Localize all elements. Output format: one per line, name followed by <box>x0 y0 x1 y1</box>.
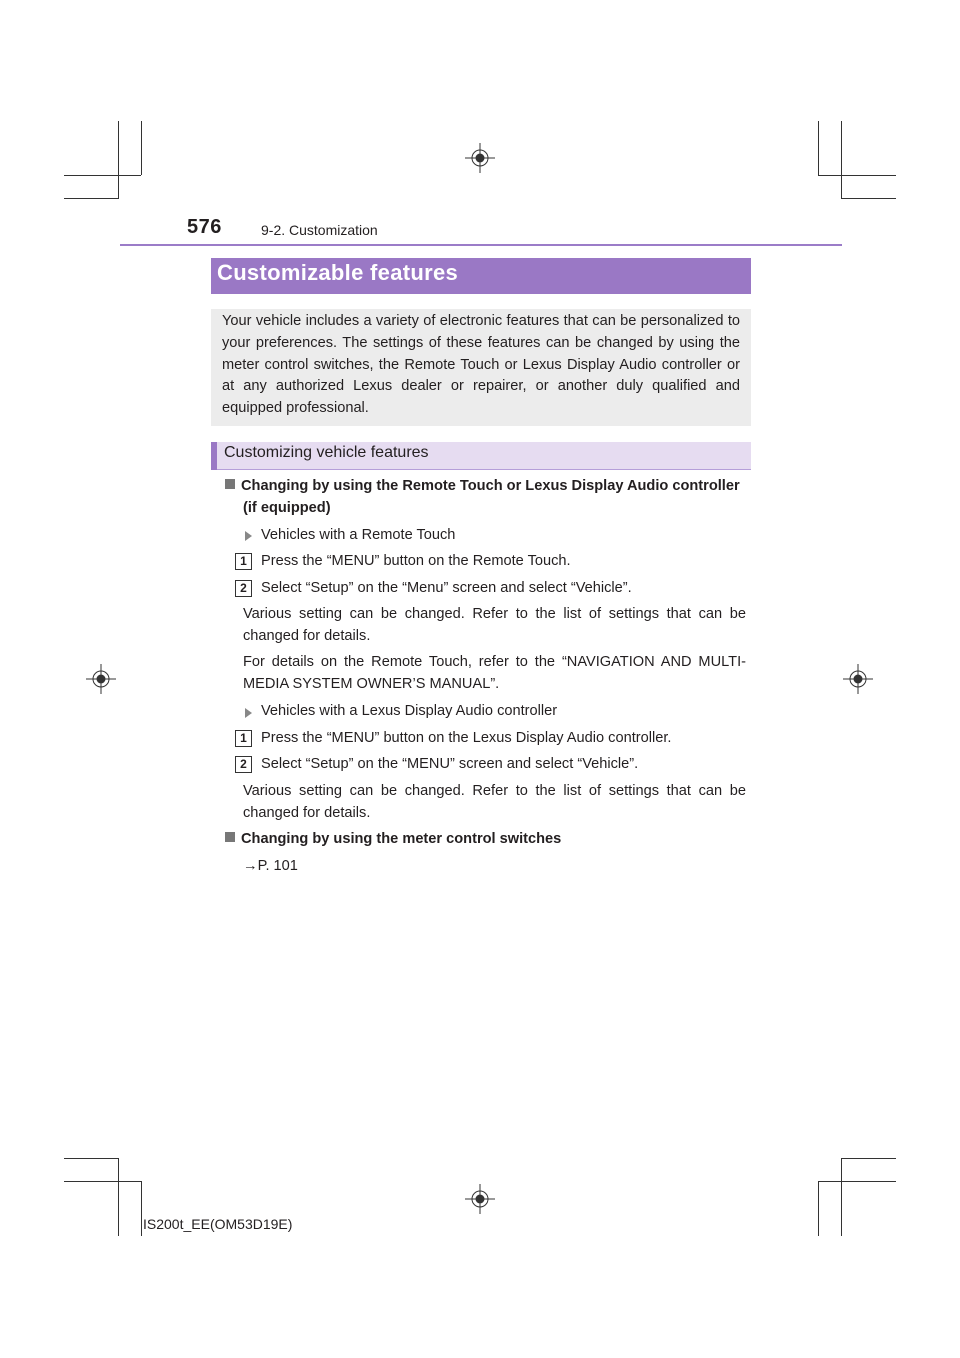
intro-text: Your vehicle includes a variety of electronic features that can be personalized to your preferences. The settings of these features can be changed by using the meter control switches, the Remote Touch or Lexus Display Audio controller or at any authorized Lexus dealer or repairer, or another duly qualified and equipped professional. <box>222 313 740 417</box>
group2-note1: Various setting can be changed. Refer to the list of settings that can be changed for details. <box>243 783 746 821</box>
header-rule <box>120 244 842 246</box>
section2-heading <box>225 829 561 851</box>
square-bullet-icon <box>225 479 235 489</box>
registration-mark-icon <box>843 664 873 694</box>
group1-step1: Press the “MENU” button on the Remote Touch. <box>261 553 571 569</box>
group2-step1: Press the “MENU” button on the Lexus Display Audio controller. <box>261 730 672 746</box>
triangle-bullet-icon <box>245 531 252 541</box>
footer-code: IS200t_EE(OM53D19E) <box>143 1216 293 1232</box>
section1-heading-line2: (if equipped) <box>243 499 331 516</box>
step-number-box: 2 <box>235 756 252 773</box>
page-reference-link[interactable]: →P. 101 <box>243 858 298 874</box>
page-number: 576 <box>187 216 222 238</box>
subheading-bar <box>211 442 751 470</box>
title-bar <box>211 258 751 294</box>
section-label: 9-2. Customization <box>261 222 378 238</box>
step-number-box: 1 <box>235 730 252 747</box>
registration-mark-icon <box>465 143 495 173</box>
section2-heading-text: Changing by using the meter control switches <box>241 831 562 847</box>
group1-step2: Select “Setup” on the “Menu” screen and select “Vehicle”. <box>261 580 632 596</box>
triangle-bullet-icon <box>245 708 252 718</box>
group2-step2: Select “Setup” on the “MENU” screen and select “Vehicle”. <box>261 756 639 772</box>
subheading: Customizing vehicle features <box>224 444 429 461</box>
page-title: Customizable features <box>217 260 459 285</box>
section1-heading <box>225 476 750 519</box>
subheading-accent <box>211 442 217 470</box>
group1-note2: For details on the Remote Touch, refer to the “NAVIGATION AND MULTI-MEDIA SYSTEM OWNER’S MANUAL”. <box>243 654 746 692</box>
registration-mark-icon <box>465 1184 495 1214</box>
group2-label: Vehicles with a Lexus Display Audio controller <box>261 703 558 719</box>
square-bullet-icon <box>225 832 235 842</box>
intro-box <box>211 309 751 426</box>
registration-mark-icon <box>86 664 116 694</box>
group1-note1: Various setting can be changed. Refer to the list of settings that can be changed for details. <box>243 606 746 644</box>
step-number-box: 2 <box>235 580 252 597</box>
section1-heading-line1: Changing by using the Remote Touch or Lexus Display Audio controller <box>241 478 740 494</box>
step-number-box: 1 <box>235 553 252 570</box>
group1-label: Vehicles with a Remote Touch <box>261 527 456 543</box>
